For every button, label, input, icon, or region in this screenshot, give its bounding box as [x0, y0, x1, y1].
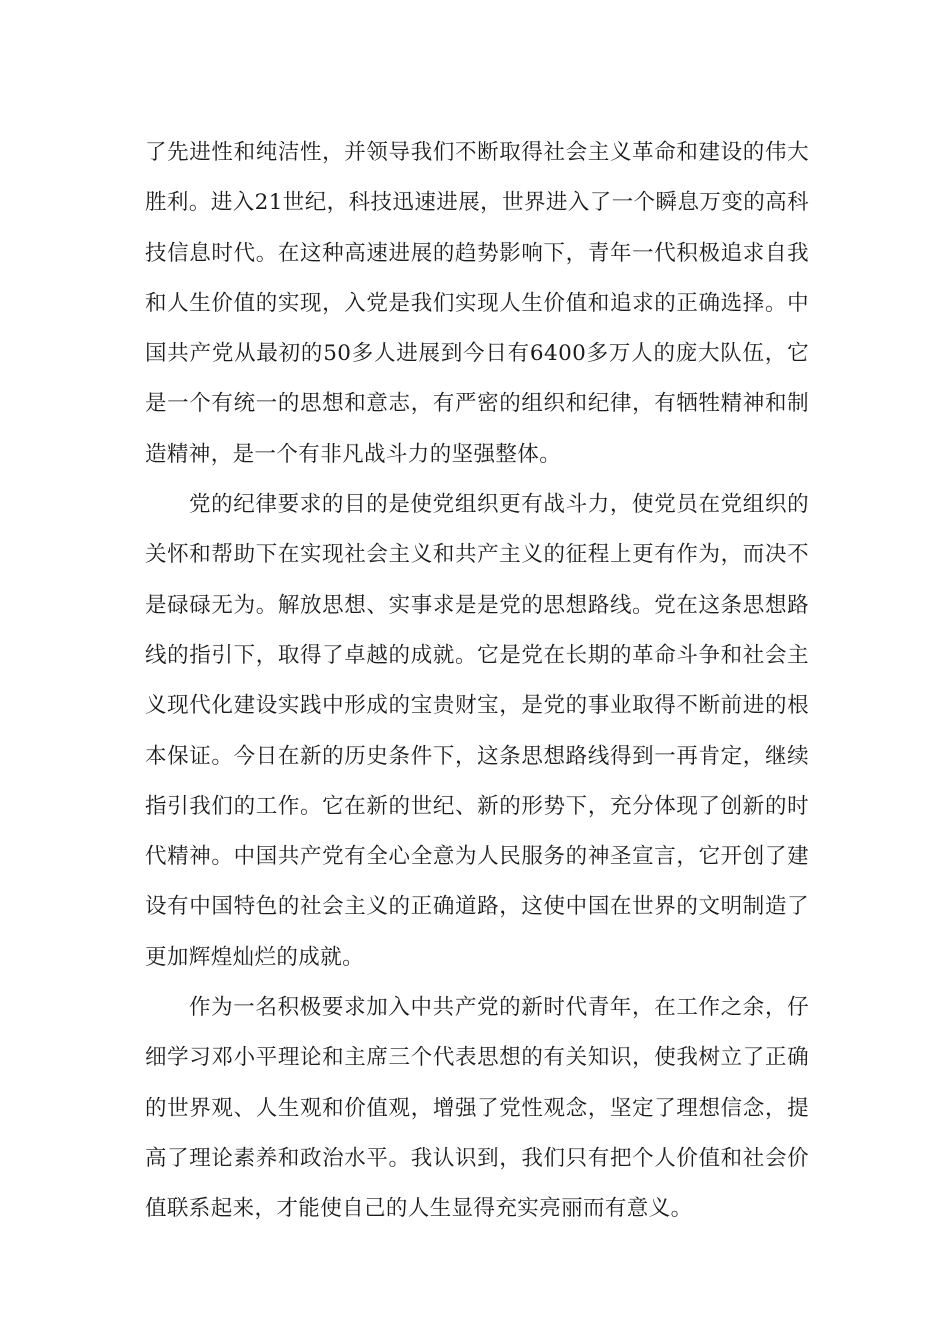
paragraph-2: 党的纪律要求的目的是使党组织更有战斗力，使党员在党组织的关怀和帮助下在实现社会主义和共产主义的征程上更有作为，而决不是碌碌无为。解放思想、实事求是是党的思想路线。党在这条思想路线的指引下，取得了卓越的成就。它是党在长期的革命斗争和社会主义现代化建设实践中形成的宝贵财宝，是党的事业取得不断前进的根本保证。今日在新的历史条件下，这条思想路线得到一再肯定，继续指引我们的工作。它在新的世纪、新的形势下，充分体现了创新的时代精神。中国共产党有全心全意为人民服务的神圣宣言，它开创了建设有中国特色的社会主义的正确道路，这使中国在世界的文明制造了更加辉煌灿烂的成就。: [145, 492, 809, 970]
paragraph-3: 作为一名积极要求加入中共产党的新时代青年，在工作之余，仔细学习邓小平理论和主席三个代表思想的有关知识，使我树立了正确的世界观、人生观和价值观，增强了党性观念，坚定了理想信念，提高了理论素养和政治水平。我认识到，我们只有把个人价值和社会价值联系起来，才能使自己的人生显得充实亮丽而有意义。: [145, 995, 809, 1222]
paragraph-1: 了先进性和纯洁性，并领导我们不断取得社会主义革命和建设的伟大胜利。进入21世纪，科技迅速进展，世界进入了一个瞬息万变的高科技信息时代。在这种高速进展的趋势影响下，青年一代积极追求自我和人生价值的实现，入党是我们实现人生价值和追求的正确选择。中国共产党从最初的50多人进展到今日有6400多万人的庞大队伍，它是一个有统一的思想和意志，有严密的组织和纪律，有牺牲精神和制造精神，是一个有非凡战斗力的坚强整体。: [145, 140, 809, 467]
document-body: [145, 128, 809, 1235]
